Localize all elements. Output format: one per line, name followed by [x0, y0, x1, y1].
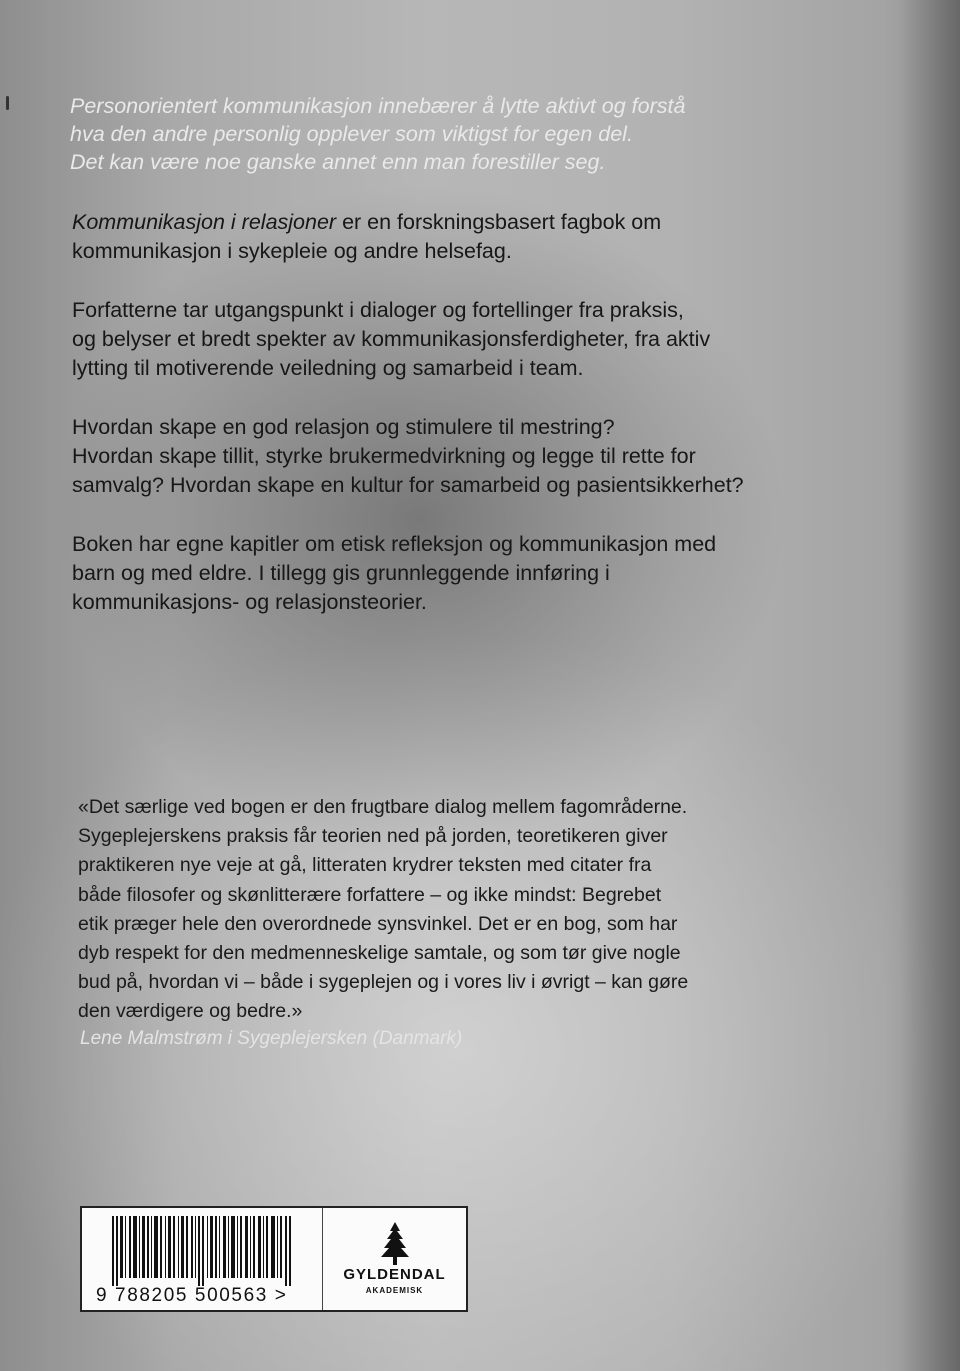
- paragraph-line: barn og med eldre. I tillegg gis grunnleggende innføring i: [72, 561, 610, 585]
- tagline: [70, 92, 790, 176]
- blurb: [72, 208, 812, 647]
- book-title: Kommunikasjon i relasjoner: [72, 210, 337, 234]
- paragraph-line: Hvordan skape tillit, styrke brukermedvirkning og legge til rette for: [72, 444, 696, 468]
- intro-line: kommunikasjon i sykepleie og andre helsefag.: [72, 239, 512, 263]
- isbn-barcode: [82, 1208, 323, 1310]
- isbn-digits: 9 788205 500563 >: [96, 1285, 288, 1306]
- quote-line: den værdigere og bedre.»: [78, 1000, 303, 1023]
- tree-icon: [373, 1222, 417, 1266]
- tagline-line: Det kan være noe ganske annet enn man forestiller seg.: [70, 150, 606, 174]
- publisher-imprint: AKADEMISK: [365, 1286, 424, 1295]
- paragraph-line: Boken har egne kapitler om etisk refleksjon og kommunikasjon med: [72, 532, 717, 556]
- paragraph: [72, 413, 812, 500]
- intro-line-rest: er en forskningsbasert fagbok om: [336, 210, 662, 234]
- intro-line: [72, 208, 812, 237]
- quote-line: etik præger hele den overordnede synsvinkel. Det er en bog, som har: [78, 912, 678, 935]
- barcode-bars: [90, 1216, 316, 1286]
- quote-line: bud på, hvordan vi – både i sygeplejen og i vores liv i øvrigt – kan gøre: [78, 971, 689, 994]
- tagline-line: Personorientert kommunikasjon innebærer å lytte aktivt og forstå: [70, 94, 686, 118]
- quote-line: «Det særlige ved bogen er den frugtbare dialog mellem fagområderne.: [78, 796, 688, 818]
- paragraph-line: og belyser et bredt spekter av kommunikasjonsferdigheter, fra aktiv: [72, 327, 711, 351]
- quote-line: Sygeplejerskens praksis får teorien ned på jorden, teoretikeren giver: [78, 825, 668, 848]
- barcode-label: [80, 1206, 468, 1312]
- paragraph-line: Hvordan skape en god relasjon og stimulere til mestring?: [72, 415, 615, 439]
- cover-mark: [6, 96, 9, 110]
- review-quote: [78, 793, 758, 1027]
- cover-edge-shadow: [900, 0, 960, 1371]
- publisher-name: GYLDENDAL: [343, 1266, 446, 1283]
- publisher-logo: [323, 1208, 466, 1310]
- paragraph-line: samvalg? Hvordan skape en kultur for samarbeid og pasientsikkerhet?: [72, 473, 744, 497]
- quote-line: praktikeren nye veje at gå, litteraten krydrer teksten med citater fra: [78, 854, 652, 877]
- quote-attribution: Lene Malmstrøm i Sygeplejersken (Danmark): [80, 1028, 463, 1049]
- paragraph: [72, 530, 812, 617]
- quote-line: både filosofer og skønlitterære forfattere – og ikke mindst: Begrebet: [78, 883, 662, 906]
- quote-line: dyb respekt for den medmenneskelige samtale, og som tør give nogle: [78, 942, 681, 965]
- paragraph: [72, 296, 812, 383]
- tagline-line: hva den andre personlig opplever som viktigst for egen del.: [70, 122, 633, 146]
- paragraph-line: kommunikasjons- og relasjonsteorier.: [72, 590, 427, 614]
- paragraph-line: Forfatterne tar utgangspunkt i dialoger og fortellinger fra praksis,: [72, 298, 684, 322]
- paragraph-line: lytting til motiverende veiledning og samarbeid i team.: [72, 356, 584, 380]
- intro-paragraph: [72, 208, 812, 266]
